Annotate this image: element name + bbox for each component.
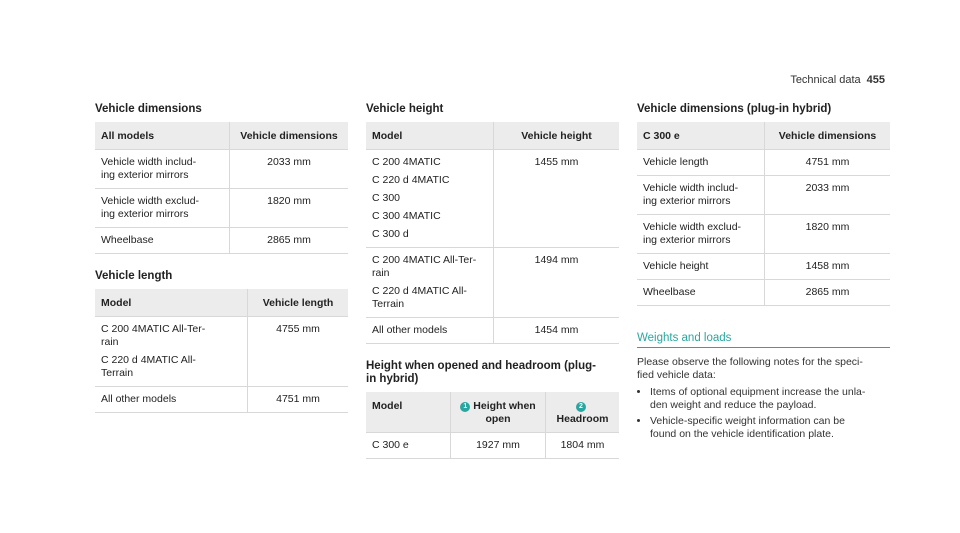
- model-name: C 300 d: [372, 228, 409, 240]
- table-row: [95, 387, 348, 413]
- table-row: [637, 150, 890, 176]
- table-row: [95, 317, 348, 387]
- table-row: [95, 228, 348, 254]
- header-label: Height when open: [473, 400, 536, 425]
- table-cell: All other models: [95, 387, 248, 413]
- table-cell: 1458 mm: [765, 254, 891, 280]
- table-cell: Vehicle width exclud- ing exterior mirrors: [637, 215, 765, 254]
- table-cell: 2033 mm: [765, 176, 891, 215]
- plugin-dimensions-table: [637, 122, 890, 306]
- table-cell: Wheelbase: [637, 280, 765, 306]
- table-header-cell: C 300 e: [637, 122, 765, 150]
- table-cell: 1494 mm: [494, 248, 620, 318]
- model-name: C 200 4MATIC All-Ter- rain: [372, 254, 477, 279]
- plugin-dimensions-title: Vehicle dimensions (plug-in hybrid): [637, 103, 832, 115]
- table-cell: [366, 150, 494, 248]
- table-cell: 2865 mm: [230, 228, 349, 254]
- vehicle-height-title: Vehicle height: [366, 103, 444, 115]
- table-cell: Wheelbase: [95, 228, 230, 254]
- column-left: [95, 103, 348, 413]
- table-row: [366, 433, 619, 459]
- table-cell: [366, 248, 494, 318]
- table-header-cell: Model: [95, 289, 248, 317]
- table-cell: 4751 mm: [248, 387, 349, 413]
- list-item: • Vehicle-specific weight information can be found on the vehicle identification plate.: [650, 415, 890, 441]
- table-row: [95, 189, 348, 228]
- table-header-row: [95, 289, 348, 317]
- model-name: C 220 d 4MATIC All- Terrain: [372, 285, 467, 310]
- table-row: [95, 150, 348, 189]
- table-row: [366, 248, 619, 318]
- table-cell: 2033 mm: [230, 150, 349, 189]
- table-header-cell: Model: [366, 392, 451, 433]
- header-label: Headroom: [556, 413, 609, 425]
- table-header-cell: Vehicle dimensions: [230, 122, 349, 150]
- table-cell: 4755 mm: [248, 317, 349, 387]
- table-row: [637, 215, 890, 254]
- table-header-cell: All models: [95, 122, 230, 150]
- table-header-row: [366, 392, 619, 433]
- weights-loads-list: [637, 386, 890, 441]
- table-header-cell: [451, 392, 546, 433]
- table-cell: Vehicle width includ- ing exterior mirrors: [95, 150, 230, 189]
- table-cell: Vehicle height: [637, 254, 765, 280]
- table-cell: 1454 mm: [494, 318, 620, 344]
- height-headroom-title: Height when opened and headroom (plug-in hybrid): [366, 360, 596, 385]
- model-name: C 220 d 4MATIC: [372, 174, 450, 186]
- page-number: 455: [866, 74, 885, 86]
- page-header: [775, 74, 885, 90]
- table-cell: Vehicle width exclud- ing exterior mirrors: [95, 189, 230, 228]
- column-right: [637, 103, 890, 444]
- table-cell: 4751 mm: [765, 150, 891, 176]
- table-cell: 1820 mm: [230, 189, 349, 228]
- weights-loads-title: Weights and loads: [637, 332, 890, 348]
- header-section: Technical data: [790, 74, 861, 86]
- table-header-cell: Vehicle dimensions: [765, 122, 891, 150]
- table-cell: C 300 e: [366, 433, 451, 459]
- vehicle-height-table: [366, 122, 619, 344]
- table-header-cell: [545, 392, 619, 433]
- table-cell: All other models: [366, 318, 494, 344]
- model-name: C 300 4MATIC: [372, 210, 441, 222]
- model-name: C 200 4MATIC All-Ter- rain: [101, 323, 206, 348]
- table-cell: 1820 mm: [765, 215, 891, 254]
- table-row: [366, 318, 619, 344]
- table-cell: 1927 mm: [451, 433, 546, 459]
- list-item: • Items of optional equipment increase the unla- den weight and reduce the payload.: [650, 386, 890, 412]
- table-header-row: [637, 122, 890, 150]
- table-cell: Vehicle length: [637, 150, 765, 176]
- number-1-icon: 1: [460, 402, 470, 412]
- vehicle-length-table: [95, 289, 348, 413]
- vehicle-dimensions-table: [95, 122, 348, 254]
- height-headroom-table: [366, 392, 619, 459]
- table-header-row: [366, 122, 619, 150]
- model-name: C 220 d 4MATIC All- Terrain: [101, 354, 196, 379]
- table-cell: 1455 mm: [494, 150, 620, 248]
- table-cell: Vehicle width includ- ing exterior mirrors: [637, 176, 765, 215]
- table-cell: 2865 mm: [765, 280, 891, 306]
- table-row: [637, 176, 890, 215]
- table-header-cell: Vehicle height: [494, 122, 620, 150]
- model-name: C 300: [372, 192, 401, 204]
- weights-loads-intro: Please observe the following notes for the speci- fied vehicle data:: [637, 356, 863, 381]
- model-name: C 200 4MATIC: [372, 156, 441, 168]
- vehicle-length-title: Vehicle length: [95, 270, 173, 282]
- table-row: [637, 254, 890, 280]
- column-middle: [366, 103, 619, 459]
- table-row: [637, 280, 890, 306]
- table-row: [366, 150, 619, 248]
- table-header-row: [95, 122, 348, 150]
- number-2-icon: 2: [576, 402, 586, 412]
- vehicle-dimensions-title: Vehicle dimensions: [95, 103, 202, 115]
- table-cell: 1804 mm: [545, 433, 619, 459]
- table-header-cell: Model: [366, 122, 494, 150]
- table-header-cell: Vehicle length: [248, 289, 349, 317]
- table-cell: [95, 317, 248, 387]
